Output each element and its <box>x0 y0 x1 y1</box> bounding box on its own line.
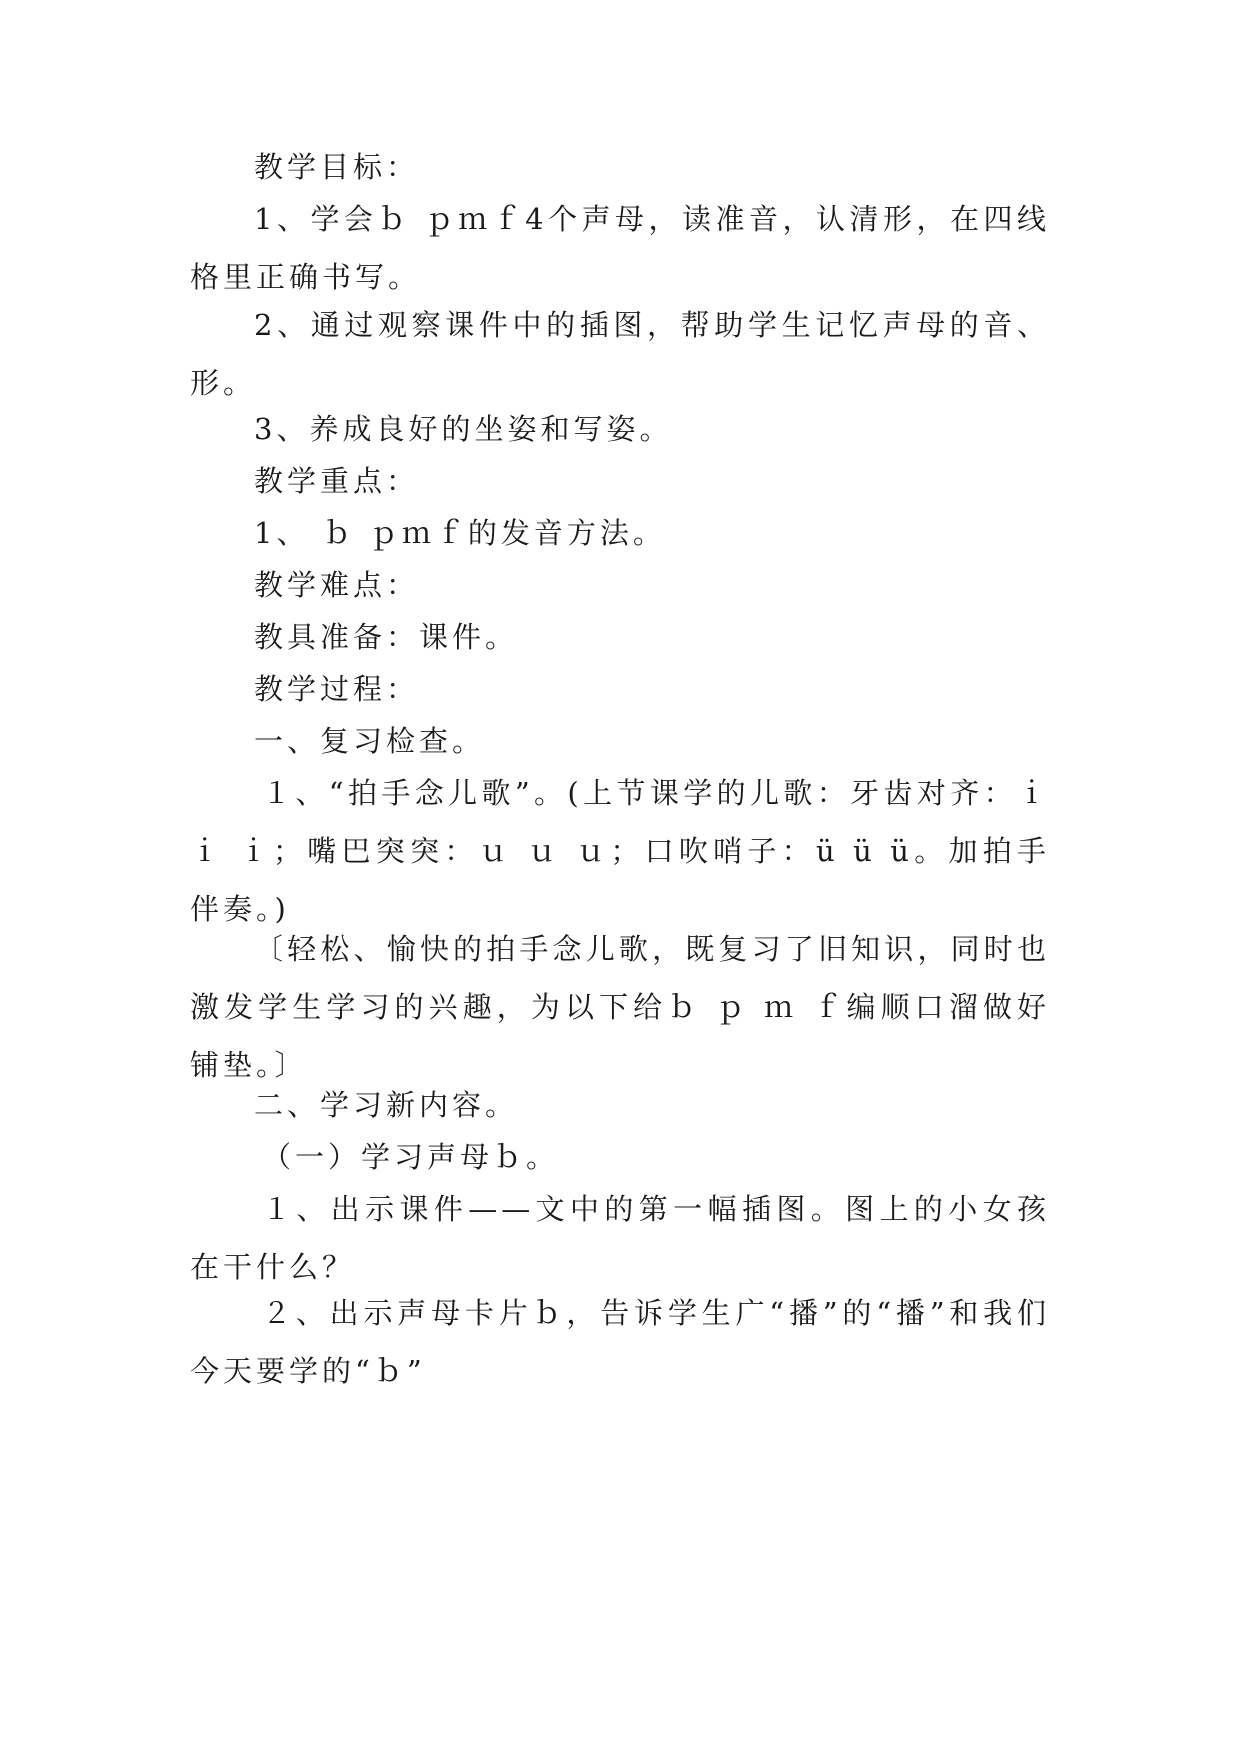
subsection-learn-b: （一）学习声母ｂ。 <box>262 1140 560 1174</box>
teaching-aids: 教具准备：课件。 <box>254 620 519 654</box>
heading-key-points: 教学重点： <box>254 464 420 498</box>
goal-item-3: 3、养成良好的坐姿和写姿。 <box>254 412 673 446</box>
review-note: 〔轻松、愉快的拍手念儿歌，既复习了旧知识，同时也激发学生学习的兴趣，为以下给ｂ ｐ ｍ ｆ编顺口溜做好铺垫。〕 <box>190 932 1050 1082</box>
section-new-content: 二、学习新内容。 <box>254 1088 519 1122</box>
heading-teaching-process: 教学过程： <box>254 672 420 706</box>
key-point-item-1: 1、 ｂ ｐｍｆ的发音方法。 <box>254 516 666 550</box>
goal-item-1: 1、学会ｂ ｐｍｆ4个声母，读准音，认清形，在四线格里正确书写。 <box>190 202 1050 294</box>
heading-teaching-goals: 教学目标： <box>254 150 420 184</box>
section-review: 一、复习检查。 <box>254 724 486 758</box>
heading-difficulties: 教学难点： <box>254 568 420 602</box>
goal-item-2: 2、通过观察课件中的插图，帮助学生记忆声母的音、形。 <box>190 308 1050 400</box>
review-item-1: １、“拍手念儿歌”。(上节课学的儿歌：牙齿对齐：ｉ ｉ ｉ；嘴巴突突：ｕ ｕ ｕ；口吹哨子：ü ü ü。加拍手伴奏。) <box>190 776 1050 926</box>
learn-b-item-1: １、出示课件——文中的第一幅插图。图上的小女孩在干什么？ <box>190 1192 1050 1284</box>
learn-b-item-2: ２、出示声母卡片ｂ，告诉学生广“播”的“播”和我们今天要学的“ｂ” <box>190 1296 1050 1388</box>
